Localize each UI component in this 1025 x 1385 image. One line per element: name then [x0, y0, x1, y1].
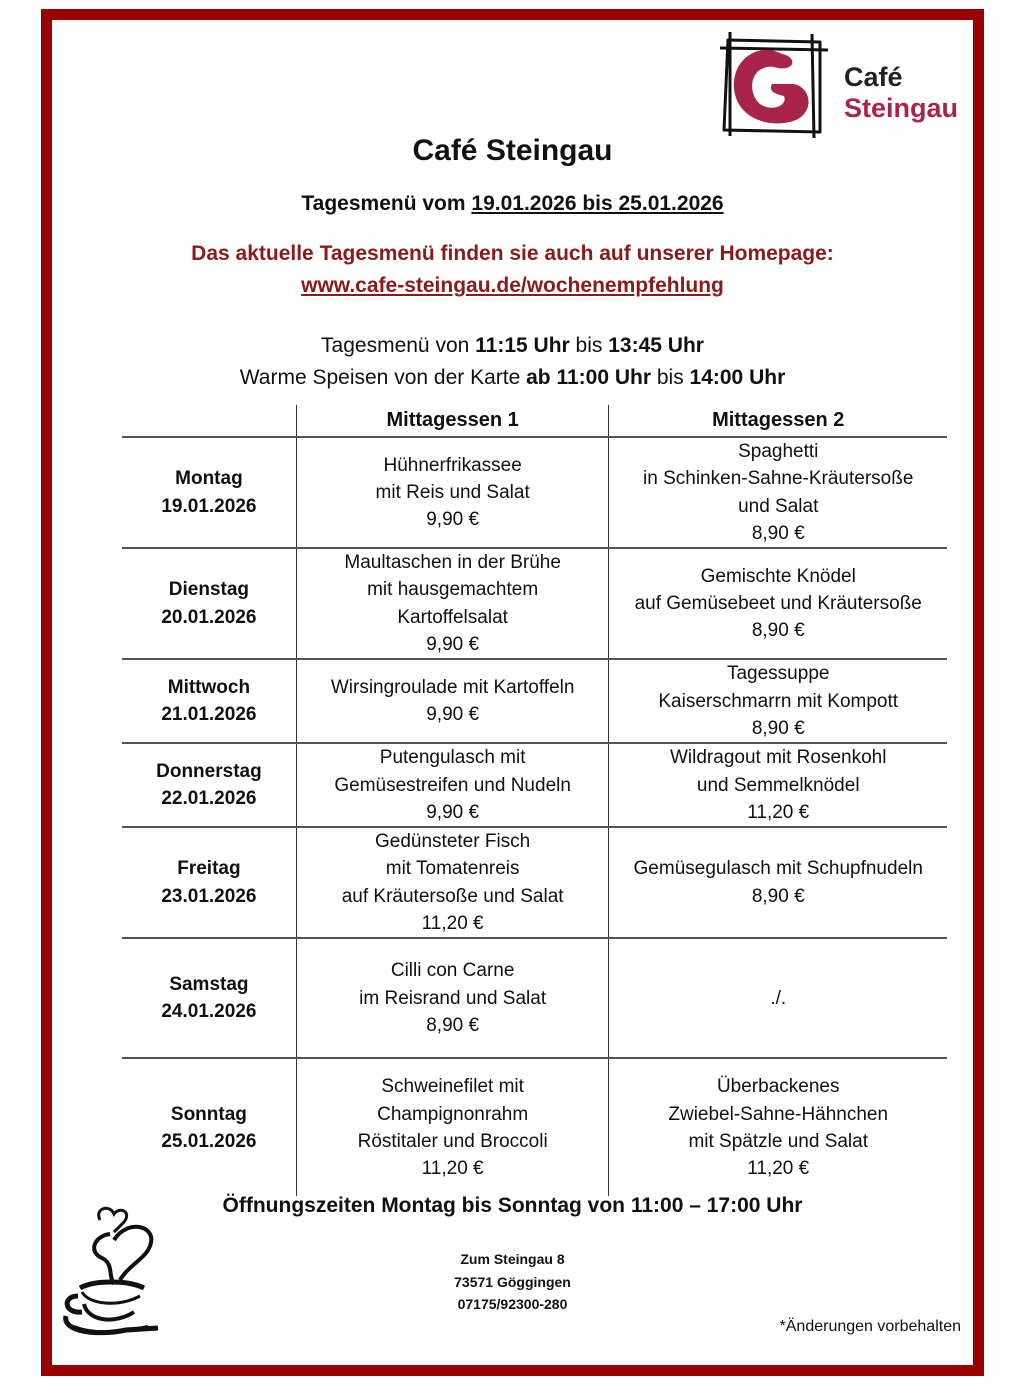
meal-2-cell — [609, 938, 947, 1058]
address-street: Zum Steingau 8 — [460, 1251, 565, 1267]
address-city: 73571 Göggingen — [454, 1273, 571, 1290]
meal-1-cell — [296, 1058, 609, 1196]
meal-price: 11,20 € — [747, 1158, 810, 1180]
weekday-name: Dienstag — [168, 579, 250, 601]
homepage-notice-text: Das aktuelle Tagesmenü finden sie auch auf unserer Homepage: — [191, 242, 834, 265]
table-body — [122, 437, 947, 1196]
table-header-row — [122, 405, 947, 437]
meal-price: 11,20 € — [421, 1158, 484, 1180]
meal-description-line: Schweinefilet mit — [381, 1076, 524, 1098]
address-phone[interactable]: 07175/92300-280 — [457, 1296, 568, 1312]
meal-price: 9,90 € — [426, 801, 480, 823]
meal-description-line: Maultaschen in der Brühe — [344, 552, 561, 574]
hours-end: 13:45 Uhr — [608, 334, 704, 357]
meal-description-line: Röstitaler und Broccoli — [357, 1130, 548, 1152]
menu-period — [52, 192, 973, 216]
table-row — [122, 743, 947, 827]
day-cell — [122, 548, 296, 659]
meal-description-line: Überbackenes — [716, 1076, 840, 1098]
hours-text: bis — [569, 334, 609, 357]
meal-description-line: Spaghetti — [738, 441, 819, 462]
weekday-date: 20.01.2026 — [161, 606, 257, 628]
meal-price: 11,20 € — [747, 801, 810, 823]
meal-description-line: Gemüsestreifen und Nudeln — [334, 774, 571, 796]
weekday-date: 23.01.2026 — [161, 885, 257, 907]
meal-price: 8,90 € — [426, 1014, 480, 1036]
meal-description-line: Putengulasch mit — [379, 747, 526, 769]
meal-description-line: ./. — [770, 987, 787, 1009]
disclaimer: *Änderungen vorbehalten — [779, 1318, 961, 1335]
page-title: Café Steingau — [412, 134, 613, 167]
meal-price: 9,90 € — [426, 509, 480, 531]
meal-description-line: mit Tomatenreis — [385, 858, 520, 880]
table-row — [122, 659, 947, 743]
logo-wordmark — [844, 62, 958, 124]
weekday-name: Montag — [175, 468, 243, 490]
meal-1-cell — [296, 548, 609, 659]
opening-hours: Öffnungszeiten Montag bis Sonntag von 11:00 – 17:00 Uhr — [222, 1194, 803, 1217]
meal-1-cell — [296, 659, 609, 743]
day-cell — [122, 743, 296, 827]
day-cell — [122, 659, 296, 743]
meal-description-line: und Salat — [738, 495, 819, 517]
meal-2-cell — [609, 548, 947, 659]
table-row — [122, 1058, 947, 1196]
meal-description-line: Wildragout mit Rosenkohl — [669, 747, 887, 769]
table-row — [122, 827, 947, 938]
meal-1-cell — [296, 437, 609, 548]
menu-period-range: 19.01.2026 bis 25.01.2026 — [471, 192, 724, 215]
day-cell — [122, 1058, 296, 1196]
weekday-name: Donnerstag — [156, 760, 262, 782]
serving-hours-daily-menu — [52, 330, 973, 362]
meal-price: 9,90 € — [426, 634, 480, 656]
meal-description-line: Gedünsteter Fisch — [375, 831, 531, 853]
meal-description-line: mit Spätzle und Salat — [688, 1130, 868, 1152]
coffee-cup-hearts-icon — [58, 1200, 168, 1340]
meal-description-line: Hühnerfrikassee — [383, 454, 522, 476]
hours-text: Tagesmenü von — [321, 334, 476, 357]
meal-description-line: und Semmelknödel — [696, 774, 860, 796]
meal-description-line: im Reisrand und Salat — [359, 987, 547, 1009]
meal-description-line: Tagessuppe — [726, 663, 830, 685]
meal-description-line: Zwiebel-Sahne-Hähnchen — [668, 1103, 889, 1125]
meal-price: 8,90 € — [751, 885, 805, 907]
table-row — [122, 938, 947, 1058]
homepage-notice — [52, 238, 973, 302]
table-row — [122, 548, 947, 659]
meal-2-cell — [609, 1058, 947, 1196]
hours-text: Warme Speisen von der Karte — [239, 366, 527, 389]
meal-2-cell — [609, 743, 947, 827]
hours-start: ab 11:00 Uhr — [526, 366, 652, 389]
meal-description-line: in Schinken-Sahne-Kräutersoße — [643, 468, 914, 490]
meal-price: 8,90 € — [751, 522, 805, 544]
meal-description-line: mit hausgemachtem — [367, 579, 539, 601]
weekday-date: 19.01.2026 — [161, 495, 257, 517]
meal-1-cell — [296, 827, 609, 938]
weekly-menu-table — [122, 405, 947, 1196]
logo-line-steingau: Steingau — [844, 93, 959, 123]
weekday-date: 25.01.2026 — [161, 1130, 257, 1152]
weekday-date: 21.01.2026 — [161, 704, 257, 726]
weekday-name: Mittwoch — [167, 677, 251, 699]
table-row — [122, 437, 947, 548]
meal-description-line: Kartoffelsalat — [397, 606, 508, 628]
weekday-name: Freitag — [177, 858, 241, 880]
meal-price: 8,90 € — [751, 620, 805, 642]
meal-price: 9,90 € — [426, 704, 480, 726]
meal-2-cell — [609, 659, 947, 743]
hours-start: 11:15 Uhr — [475, 334, 570, 357]
meal-description-line: Gemüsegulasch mit Schupfnudeln — [633, 858, 923, 880]
meal-1-cell — [296, 743, 609, 827]
header-meal-1: Mittagessen 1 — [296, 405, 609, 437]
weekday-date: 24.01.2026 — [161, 1001, 257, 1023]
meal-2-cell — [609, 437, 947, 548]
homepage-link[interactable]: www.cafe-steingau.de/wochenempfehlung — [301, 274, 724, 297]
header-day — [122, 405, 296, 437]
meal-description-line: Wirsingroulade mit Kartoffeln — [330, 677, 575, 699]
day-cell — [122, 437, 296, 548]
serving-hours — [52, 330, 973, 394]
address-block — [52, 1248, 973, 1316]
meal-price: 8,90 € — [751, 717, 805, 739]
hours-text: bis — [651, 366, 690, 389]
logo-line-cafe: Café — [844, 62, 903, 92]
meal-description-line: Kaiserschmarrn mit Kompott — [658, 690, 899, 712]
meal-description-line: Gemischte Knödel — [700, 565, 856, 587]
day-cell — [122, 938, 296, 1058]
hours-end: 14:00 Uhr — [689, 366, 786, 389]
serving-hours-warm-food — [52, 362, 973, 394]
meal-1-cell — [296, 938, 609, 1058]
weekday-date: 22.01.2026 — [161, 788, 257, 810]
meal-description-line: mit Reis und Salat — [375, 481, 530, 503]
menu-period-prefix: Tagesmenü vom — [301, 192, 472, 215]
meal-price: 11,20 € — [421, 913, 484, 935]
day-cell — [122, 827, 296, 938]
meal-description-line: auf Kräutersoße und Salat — [341, 885, 564, 907]
meal-description-line: Champignonrahm — [377, 1103, 529, 1125]
weekday-name: Sonntag — [170, 1103, 247, 1125]
meal-2-cell — [609, 827, 947, 938]
weekday-name: Samstag — [169, 974, 249, 996]
meal-description-line: Cilli con Carne — [390, 960, 515, 982]
header-meal-2: Mittagessen 2 — [609, 405, 947, 437]
meal-description-line: auf Gemüsebeet und Kräutersoße — [634, 593, 922, 615]
